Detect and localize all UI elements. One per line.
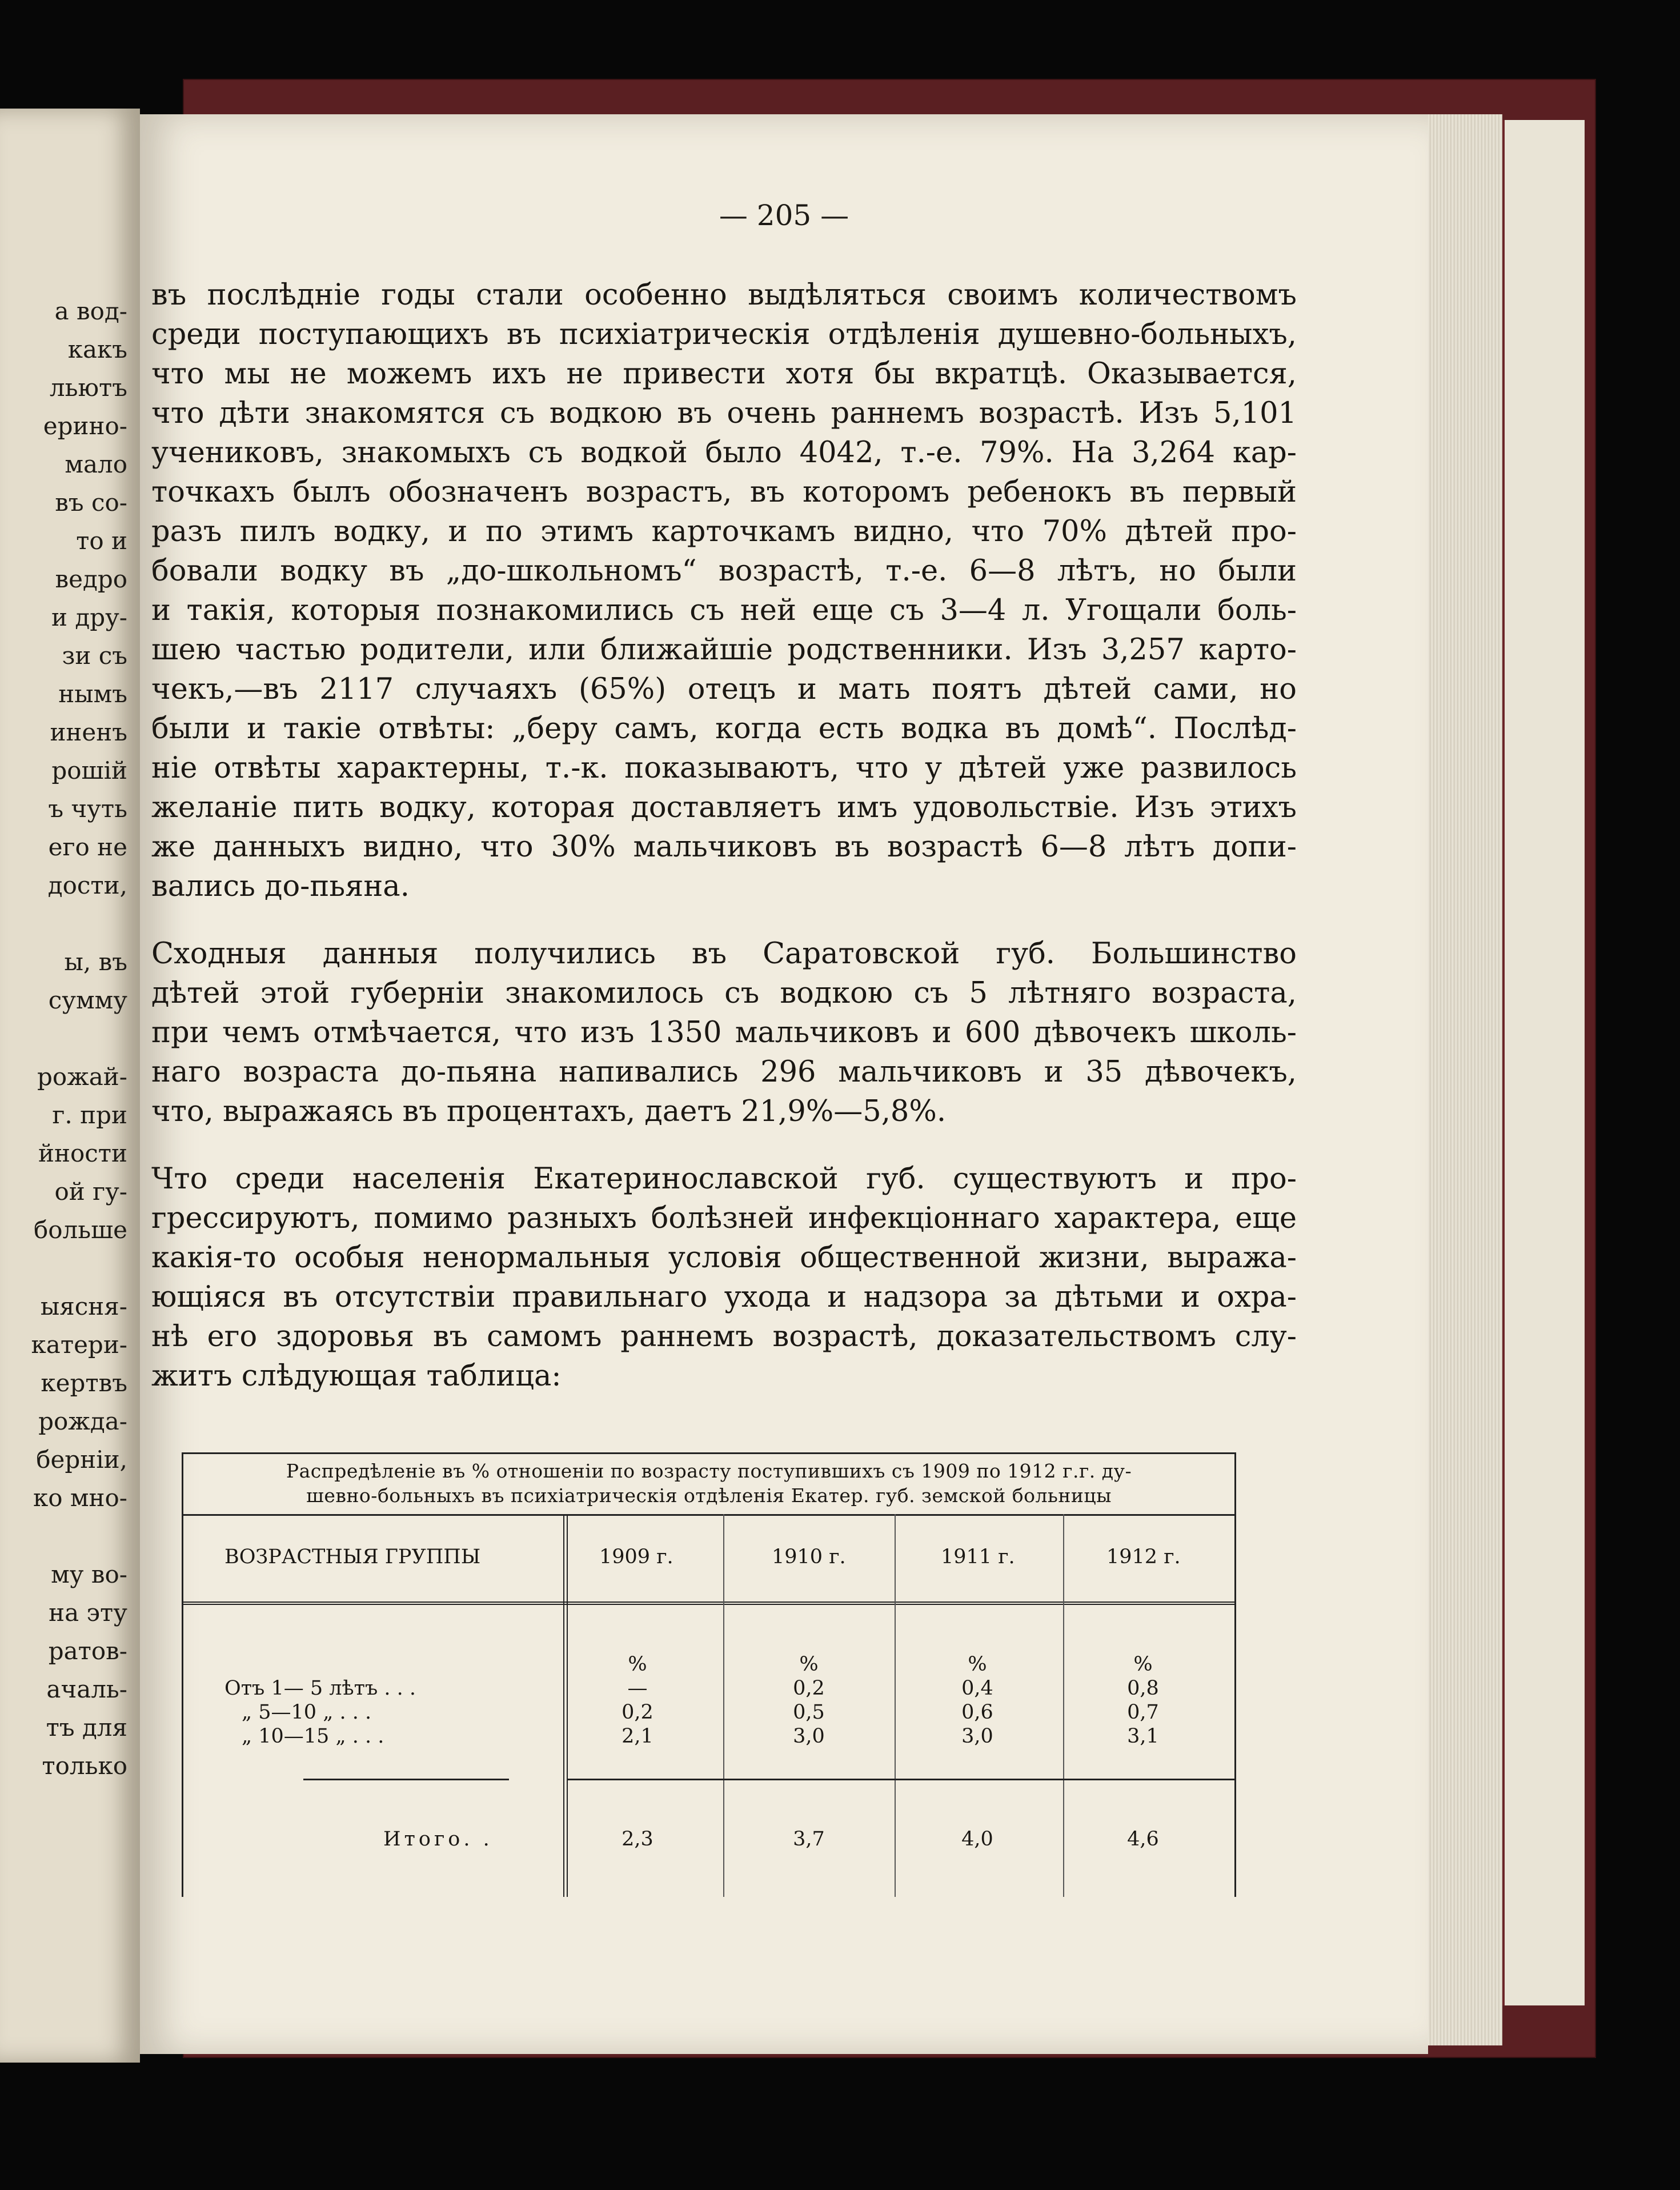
previous-page-text-fragment: льютъ xyxy=(49,374,127,402)
page-edges xyxy=(1417,114,1502,2045)
previous-page-text-fragment: въ со- xyxy=(55,489,127,517)
header-1909: 1909 г. xyxy=(599,1546,673,1568)
percent-mark: % xyxy=(799,1653,819,1676)
text-line: нѣ его здоровья въ самомъ раннемъ возрастѣ, доказательствомъ слу- xyxy=(151,1320,1297,1354)
previous-page-text-fragment: ведро xyxy=(55,565,127,593)
previous-page-text-fragment: ъ чуть xyxy=(48,795,127,823)
paragraph-1 xyxy=(151,275,1297,906)
table-caption-line: шевно-больныхъ въ психіатрическія отдѣленія Екатер. губ. земской больницы xyxy=(306,1484,1112,1507)
total-cell: 4,0 xyxy=(961,1828,993,1851)
previous-page-text-fragment: на эту xyxy=(49,1599,127,1627)
page-number: — 205 — xyxy=(719,199,849,232)
row-label: „ 5—10 „ . . . xyxy=(242,1701,372,1724)
table-cell: 3,1 xyxy=(1127,1725,1159,1748)
paragraph-2 xyxy=(151,934,1297,1131)
text-line: что, выражаясь въ процентахъ, даетъ 21,9%—5,8%. xyxy=(151,1095,947,1128)
table-cell: 0,8 xyxy=(1127,1677,1159,1700)
table-caption-line: Распредѣленіе въ % отношеніи по возрасту поступившихъ съ 1909 по 1912 г.г. ду- xyxy=(286,1460,1132,1482)
total-rule xyxy=(567,1779,1234,1780)
table-cell: 0,2 xyxy=(622,1701,653,1724)
previous-page-text-fragment: иненъ xyxy=(50,718,127,746)
text-line: разъ пилъ водку, и по этимъ карточкамъ видно, что 70% дѣтей про- xyxy=(151,515,1297,548)
previous-page-text-fragment: а вод- xyxy=(54,297,127,325)
percent-mark: % xyxy=(628,1653,647,1676)
paragraph-3 xyxy=(151,1159,1297,1396)
text-line: Что среди населенія Екатеринославской губ. существуютъ и про- xyxy=(151,1162,1297,1196)
column-divider xyxy=(895,1514,896,1897)
previous-page-text-fragment: только xyxy=(42,1752,127,1780)
age-distribution-table xyxy=(182,1452,1236,1897)
header-1912: 1912 г. xyxy=(1106,1546,1181,1568)
text-line: учениковъ, знакомыхъ съ водкой было 4042, т.-е. 79%. На 3,264 кар- xyxy=(151,436,1297,470)
total-label: Итого. . xyxy=(383,1828,493,1851)
previous-page-text-fragment: и дру- xyxy=(51,603,127,631)
table-cell: 0,5 xyxy=(793,1701,825,1724)
table-caption xyxy=(183,1459,1234,1508)
header-1910: 1910 г. xyxy=(772,1546,846,1568)
table-cell: — xyxy=(627,1677,648,1700)
previous-page-text-fragment: ы, въ xyxy=(64,948,127,976)
percent-mark: % xyxy=(968,1653,987,1676)
next-page-stack xyxy=(1502,120,1585,2005)
text-line: что дѣти знакомятся съ водкою въ очень раннемъ возрастѣ. Изъ 5,101 xyxy=(151,397,1297,430)
text-line: грессируютъ, помимо разныхъ болѣзней инфекціоннаго характера, еще xyxy=(151,1202,1297,1235)
previous-page-text-fragment: рошій xyxy=(51,756,127,784)
previous-page-text-fragment: катери- xyxy=(31,1331,127,1359)
text-line: и такія, которыя познакомились съ ней еще съ 3—4 л. Угощали боль- xyxy=(151,594,1297,627)
text-line: точкахъ былъ обозначенъ возрастъ, въ которомъ ребенокъ въ первый xyxy=(151,475,1297,509)
previous-page-text-fragment: тъ для xyxy=(46,1713,127,1741)
table-cell: 3,0 xyxy=(961,1725,993,1748)
column-divider xyxy=(563,1514,564,1897)
previous-page-text-fragment: нымъ xyxy=(58,680,127,708)
column-divider xyxy=(1063,1514,1064,1897)
text-line: среди поступающихъ въ психіатрическія отдѣленія душевно-больныхъ, xyxy=(151,318,1297,351)
previous-page-text-fragment: г. при xyxy=(52,1101,127,1129)
previous-page-text-fragment: ко мно- xyxy=(33,1484,127,1512)
page-body xyxy=(151,275,1297,1396)
table-cell: 0,6 xyxy=(961,1701,993,1724)
text-line: же данныхъ видно, что 30% мальчиковъ въ возрастѣ 6—8 лѣтъ допи- xyxy=(151,830,1297,864)
row-label: „ 10—15 „ . . . xyxy=(242,1725,384,1748)
previous-page-text-fragment: зи съ xyxy=(62,642,127,670)
previous-page-text-fragment: ратов- xyxy=(48,1637,127,1665)
column-divider xyxy=(723,1514,724,1897)
previous-page-text-fragment: рожда- xyxy=(38,1407,127,1435)
total-cell: 4,6 xyxy=(1127,1828,1159,1851)
text-line: чекъ,—въ 2117 случаяхъ (65%) отецъ и мать поятъ дѣтей сами, но xyxy=(151,672,1297,706)
text-line: ніе отвѣты характерны, т.-к. показываютъ, что у дѣтей уже развилось xyxy=(151,751,1297,785)
previous-page-text-fragment: какъ xyxy=(67,335,127,363)
previous-page-text-fragment: больше xyxy=(33,1216,127,1244)
header-1911: 1911 г. xyxy=(941,1546,1015,1568)
text-line: были и такіе отвѣты: „беру самъ, когда есть водка въ домѣ“. Послѣд- xyxy=(151,712,1297,746)
text-line: наго возраста до-пьяна напивались 296 мальчиковъ и 35 дѣвочекъ, xyxy=(151,1055,1297,1089)
previous-page-text-fragment: ыясня- xyxy=(40,1292,127,1320)
total-rule xyxy=(303,1779,509,1780)
row-label: Отъ 1— 5 лѣтъ . . . xyxy=(224,1677,416,1700)
text-line: бовали водку въ „до-школьномъ“ возрастѣ, т.-е. 6—8 лѣтъ, но были xyxy=(151,554,1297,588)
text-line: въ послѣдніе годы стали особенно выдѣляться своимъ количествомъ xyxy=(151,278,1297,312)
previous-page-text-fragment: рожай- xyxy=(37,1063,127,1091)
text-line: что мы не можемъ ихъ не привести хотя бы вкратцѣ. Оказывается, xyxy=(151,357,1297,391)
previous-page-text-fragment: йности xyxy=(38,1139,127,1167)
table-rule xyxy=(183,1514,1234,1516)
text-line: желаніе пить водку, которая доставляетъ имъ удовольствіе. Изъ этихъ xyxy=(151,791,1297,824)
text-line: дѣтей этой губерніи знакомилось съ водкою съ 5 лѣтняго возраста, xyxy=(151,976,1297,1010)
table-cell: 0,4 xyxy=(961,1677,993,1700)
table-cell: 0,2 xyxy=(793,1677,825,1700)
previous-page-text-fragment: мало xyxy=(65,450,127,478)
text-line: вались до-пьяна. xyxy=(151,870,410,903)
previous-page-text-fragment: ой гу- xyxy=(54,1178,127,1206)
table-cell: 0,7 xyxy=(1127,1701,1159,1724)
table-cell: 3,0 xyxy=(793,1725,825,1748)
previous-page-text-fragment: ерино- xyxy=(43,412,127,440)
previous-page-text-fragment: ачаль- xyxy=(46,1675,127,1703)
book-page xyxy=(140,114,1428,2054)
header-age-groups: ВОЗРАСТНЫЯ ГРУППЫ xyxy=(224,1546,481,1568)
previous-page-text-fragment: его не xyxy=(48,833,127,861)
previous-page-text-fragment: то и xyxy=(76,527,127,555)
previous-page-text-fragment: кертвъ xyxy=(41,1369,127,1397)
text-line: Сходныя данныя получились въ Саратовской губ. Большинство xyxy=(151,937,1297,971)
previous-page-text-fragment: берніи, xyxy=(36,1446,127,1474)
total-cell: 3,7 xyxy=(793,1828,825,1851)
previous-page-text-fragment: му во- xyxy=(51,1560,127,1588)
previous-page-fragment xyxy=(0,109,140,2063)
text-line: житъ слѣдующая таблица: xyxy=(151,1359,562,1393)
percent-mark: % xyxy=(1133,1653,1153,1676)
text-line: шею частью родители, или ближайшіе родственники. Изъ 3,257 карто- xyxy=(151,633,1297,667)
text-line: при чемъ отмѣчается, что изъ 1350 мальчиковъ и 600 дѣвочекъ школь- xyxy=(151,1016,1297,1050)
text-line: ющіяся въ отсутствіи правильнаго ухода и надзора за дѣтьми и охра- xyxy=(151,1280,1297,1314)
previous-page-text-fragment: сумму xyxy=(48,986,127,1014)
table-header-rule xyxy=(183,1602,1234,1605)
table-cell: 2,1 xyxy=(622,1725,653,1748)
total-cell: 2,3 xyxy=(622,1828,653,1851)
text-line: какія-то особыя ненормальныя условія общественной жизни, выража- xyxy=(151,1241,1297,1275)
previous-page-text-fragment: дости, xyxy=(47,871,127,899)
